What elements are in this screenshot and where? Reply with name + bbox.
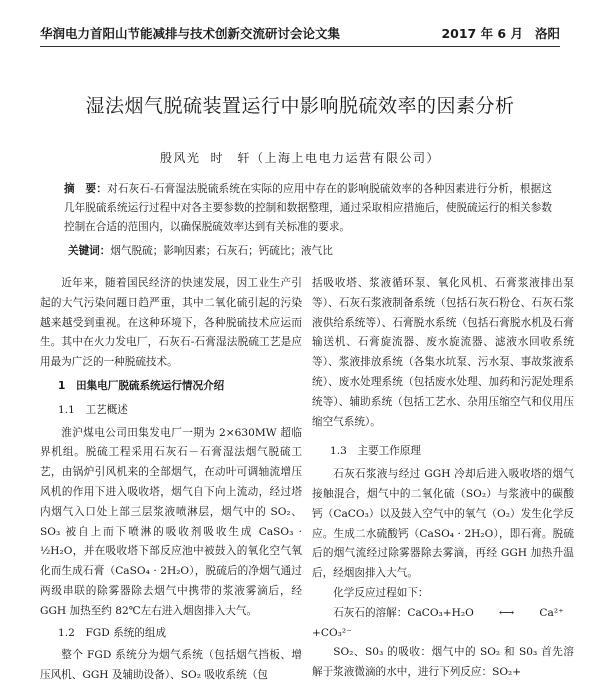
equilibrium-arrow-icon: ⟷ <box>499 606 515 619</box>
journal-name: 华润电力首阳山节能减排与技术创新交流研讨会论文集 <box>40 26 341 41</box>
author-name: 殷风光 <box>159 151 201 165</box>
subsection-heading: 1.1 工艺概述 <box>58 403 128 416</box>
body-paragraph: SO₂、S0₃ 的吸收：烟气中的 SO₂ 和 S0₃ 首先溶解于浆液微滴的水中，进行下列反应：SO₂+ <box>312 646 574 679</box>
body-paragraph: 淮沪煤电公司田集发电厂一期为 2×630MW 超临界机组。脱硫工程采用石灰石－石膏湿法烟气脱硫工艺，由锅炉引风机来的全部烟气，在动叶可调轴流增压风机的作用下进入吸收塔，烟气自下向上流动，经过塔内烟气入口处上部三层浆液喷淋层，烟气中的 SO₂、SO₃ 被自上而下喷淋的吸收剂吸收生成 CaSO₃ · ½H₂O，并在吸收塔下部反应池中被鼓入的氧化空气氧化而生成石膏（CaSO₄ · 2H₂O），脱硫后的净烟气通过两级串联的除雾器除去烟气中携带的浆液雾滴后，经 GGH 加热至约 82℃左右进入烟囱排入大气。 <box>40 426 302 617</box>
body-paragraph: 石灰石浆液与经过 GGH 冷却后进入吸收塔的烟气接触混合，烟气中的二氧化硫（SO₂）与浆液中的碳酸钙（CaCO₃）以及鼓入空气中的氧气（O₂）发生化学反应。生成二水硫酸钙（CaSO₄ · 2H₂O），即石膏。脱硫后的烟气流经过除雾器除去雾滴，再经 GGH 加热升温后，经烟囱排入大气。 <box>312 468 574 580</box>
running-header <box>40 24 560 44</box>
paper-title: 湿法烟气脱硫装置运行中影响脱硫效率的因素分析 <box>85 95 515 117</box>
left-column <box>40 274 302 686</box>
issue-date: 2017 年 6 月 <box>441 26 523 41</box>
keywords <box>68 242 548 261</box>
right-column <box>312 274 574 683</box>
author-affiliation: 时 轩（上海上电电力运营有限公司） <box>210 151 441 165</box>
abstract-label: 摘 要： <box>64 183 108 195</box>
abstract <box>64 180 552 237</box>
equation-continuation: +CO₃²⁻ <box>312 626 352 639</box>
intro-paragraph: 近年来，随着国民经济的快速发展，因工业生产引起的大气污染问题日趋严重，其中二氧化硫引起的污染越来越受到重视。在这种环境下，各种脱硫技术应运而生。其中在火力发电厂，石灰石-石膏湿法脱硫工艺是应用最为广泛的一种脱硫技术。 <box>40 277 302 369</box>
equation-right: Ca²⁺ <box>539 606 564 619</box>
body-paragraph: 括吸收塔、浆液循环泵、氧化风机、石膏浆液排出泵等）、石灰石浆液制备系统（包括石灰石粉仓、石灰石浆液供给系统等）、石膏脱水系统（包括石膏脱水机及石膏输送机、石膏旋流器、废水旋流器、滤液水回收系统等）、浆液排放系统（各集水坑泵、污水泵、事故浆液系统）、废水处理系统（包括废水处理、加药和污泥处理系统等）、辅助系统（包括工艺水、杂用压缩空气和仪用压缩空气系统）。 <box>312 277 574 428</box>
equation-left: 石灰石的溶解：CaCO₃+H₂O <box>333 606 474 619</box>
issue-city: 洛阳 <box>534 26 560 41</box>
body-paragraph: 整个 FGD 系统分为烟气系统（包括烟气挡板、增压风机、GGH 及辅助设备）、SO₂ 吸收系统（包 <box>40 649 302 682</box>
issue-info <box>441 24 560 44</box>
abstract-text: 对石灰石-石膏湿法脱硫系统在实际的应用中存在的影响脱硫效率的各种因素进行分析，根据这几年脱硫系统运行过程中对各主要参数的控制和数据整理，通过采取相应措施后，使脱硫运行的相关参数控制在合适的范围内，以确保脱硫效率达到有关标准的要求。 <box>64 183 553 233</box>
chemical-equation <box>312 604 574 624</box>
subsection-heading: 1.2 FGD 系统的组成 <box>58 626 167 639</box>
body-paragraph: 化学反应过程如下： <box>333 586 429 599</box>
header-rule <box>40 46 560 47</box>
keywords-text: 烟气脱硫；影响因素；石灰石；钙硫比；液气比 <box>110 245 333 257</box>
keywords-label: 关键词： <box>68 245 111 257</box>
author-line <box>0 149 600 166</box>
subsection-heading: 1.3 主要工作原理 <box>330 445 422 458</box>
section-heading: 1 田集电厂脱硫系统运行情况介绍 <box>58 379 225 392</box>
